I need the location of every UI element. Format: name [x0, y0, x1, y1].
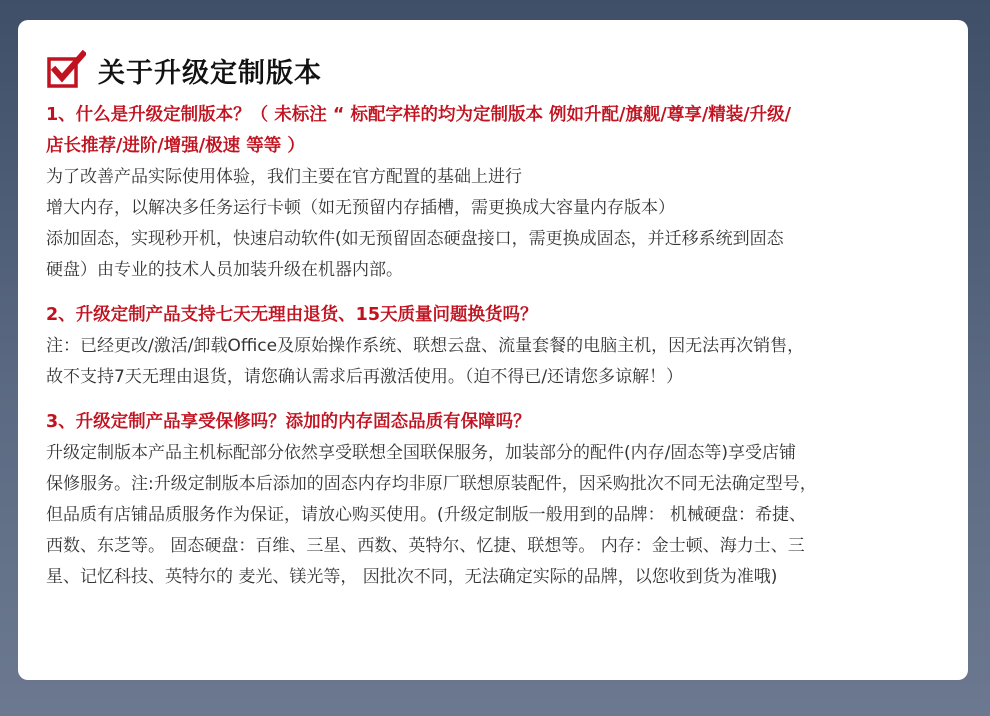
checkbox-check-icon	[46, 50, 86, 90]
info-card	[18, 20, 968, 680]
faq-section-2	[46, 300, 968, 393]
answer-line: 添加固态，实现秒开机，快速启动软件(如无预留固态硬盘接口，需更换成固态，并迁移系统到固态	[46, 229, 784, 249]
answer-line: 星、记忆科技、英特尔的 麦光、镁光等， 因批次不同，无法确定实际的品牌，以您收到货为准哦)	[46, 567, 778, 587]
answer-line: 故不支持7天无理由退货，请您确认需求后再激活使用。（迫不得已/还请您多谅解！）	[46, 367, 684, 387]
question-line: 1、什么是升级定制版本？（ 未标注 “ 标配字样的均为定制版本 例如升配/旗舰/尊享/精装/升级/	[46, 105, 792, 125]
answer-line: 保修服务。注:升级定制版本后添加的固态内存均非原厂联想原装配件，因采购批次不同无法确定型号，	[46, 474, 817, 494]
answer-line: 西数、东芝等。 固态硬盘：百维、三星、西数、英特尔、忆捷、联想等。 内存：金士顿、海力士、三	[46, 536, 805, 556]
answer-line: 升级定制版本产品主机标配部分依然享受联想全国联保服务，加装部分的配件(内存/固态等)享受店铺	[46, 443, 796, 463]
faq-section-3	[46, 407, 968, 593]
answer-line: 硬盘）由专业的技术人员加装升级在机器内部。	[46, 260, 403, 280]
question-line: 2、升级定制产品支持七天无理由退货、15天质量问题换货吗？	[46, 305, 538, 325]
faq-section-1	[46, 100, 968, 286]
page-title: 关于升级定制版本	[98, 57, 322, 89]
answer-line: 但品质有店铺品质服务作为保证，请放心购买使用。(升级定制版一般用到的品牌： 机械硬盘：希捷、	[46, 505, 807, 525]
answer-line: 注：已经更改/激活/卸载Office及原始操作系统、联想云盘、流量套餐的电脑主机，因无法再次销售，	[46, 336, 805, 356]
header	[46, 48, 968, 92]
answer-line: 增大内存，以解决多任务运行卡顿（如无预留内存插槽，需更换成大容量内存版本）	[46, 198, 675, 218]
question-line: 店长推荐/进阶/增强/极速 等等 ）	[46, 136, 305, 156]
question-line: 3、升级定制产品享受保修吗？添加的内存固态品质有保障吗？	[46, 412, 531, 432]
answer-line: 为了改善产品实际使用体验，我们主要在官方配置的基础上进行	[46, 167, 522, 187]
